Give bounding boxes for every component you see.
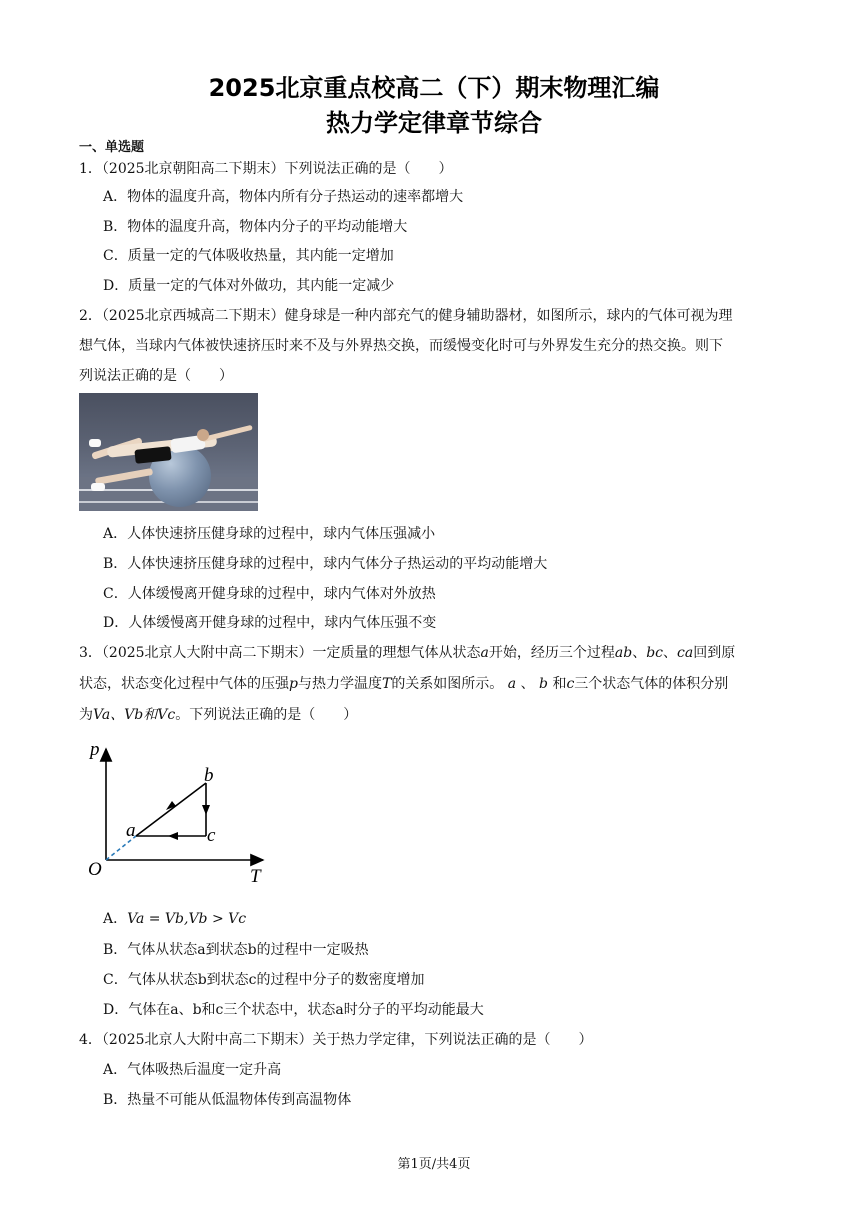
question-4-option-a: A．气体吸热后温度一定升高 bbox=[103, 1062, 282, 1078]
arrow-bc bbox=[202, 805, 210, 815]
question-2-stem-line1: 2．（2025北京西城高二下期末）健身球是一种内部充气的健身辅助器材，如图所示，球内的气体可视为理 bbox=[79, 308, 733, 324]
question-1-option-d: D．质量一定的气体对外做功，其内能一定减少 bbox=[103, 278, 395, 294]
arrow-ca bbox=[168, 832, 178, 840]
question-3-stem-line3: 为Va、Vb和Vc。下列说法正确的是（ ） bbox=[79, 707, 358, 723]
question-4-stem: 4．（2025北京人大附中高二下期末）关于热力学定律，下列说法正确的是（ ） bbox=[79, 1032, 593, 1048]
question-3-stem-line2: 状态，状态变化过程中气体的压强p与热力学温度T的关系如图所示。 a 、 b 和c三个状态气体的体积分别 bbox=[79, 676, 729, 692]
question-2-option-c: C．人体缓慢离开健身球的过程中，球内气体对外放热 bbox=[103, 586, 436, 602]
label-b: b bbox=[204, 765, 214, 786]
process-ab bbox=[136, 783, 206, 836]
question-2-option-b: B．人体快速挤压健身球的过程中，球内气体分子热运动的平均动能增大 bbox=[103, 556, 548, 572]
question-1-option-b: B．物体的温度升高，物体内分子的平均动能增大 bbox=[103, 219, 408, 235]
question-1-option-c: C．质量一定的气体吸收热量，其内能一定增加 bbox=[103, 248, 394, 264]
question-1-option-a: A．物体的温度升高，物体内所有分子热运动的速率都增大 bbox=[103, 189, 464, 205]
label-origin: O bbox=[88, 859, 102, 880]
document-title-line1: 2025北京重点校高二（下）期末物理汇编 bbox=[208, 74, 660, 102]
label-p: p bbox=[90, 739, 100, 760]
question-3-option-c: C．气体从状态b到状态c的过程中分子的数密度增加 bbox=[103, 972, 425, 988]
question-3-stem-line1: 3．（2025北京人大附中高二下期末）一定质量的理想气体从状态a开始，经历三个过程ab、bc、ca回到原 bbox=[79, 645, 736, 661]
question-2-option-d: D．人体缓慢离开健身球的过程中，球内气体压强不变 bbox=[103, 615, 437, 631]
question-2-stem-line3: 列说法正确的是（ ） bbox=[79, 368, 233, 384]
p-t-diagram bbox=[80, 735, 280, 890]
label-c: c bbox=[207, 825, 216, 846]
question-1-stem: 1．（2025北京朝阳高二下期末）下列说法正确的是（ ） bbox=[79, 161, 453, 177]
question-2-stem-line2: 想气体，当球内气体被快速挤压时来不及与外界热交换，而缓慢变化时可与外界发生充分的热交换。则下 bbox=[79, 338, 723, 354]
label-t: T bbox=[250, 866, 261, 887]
section-heading: 一、单选题 bbox=[79, 140, 145, 155]
question-3-option-b: B．气体从状态a到状态b的过程中一定吸热 bbox=[103, 942, 369, 958]
page-number: 第1页/共4页 bbox=[397, 1157, 471, 1172]
label-a: a bbox=[126, 820, 136, 841]
question-4-option-b: B．热量不可能从低温物体传到高温物体 bbox=[103, 1092, 352, 1108]
question-3-option-a: A．Va = Vb,Vb > Vc bbox=[103, 911, 247, 927]
question-3-option-d: D．气体在a、b和c三个状态中，状态a时分子的平均动能最大 bbox=[103, 1002, 484, 1018]
question-2-option-a: A．人体快速挤压健身球的过程中，球内气体压强减小 bbox=[103, 526, 436, 542]
document-title-line2: 热力学定律章节综合 bbox=[326, 109, 542, 137]
fitness-ball-photo bbox=[79, 393, 258, 511]
